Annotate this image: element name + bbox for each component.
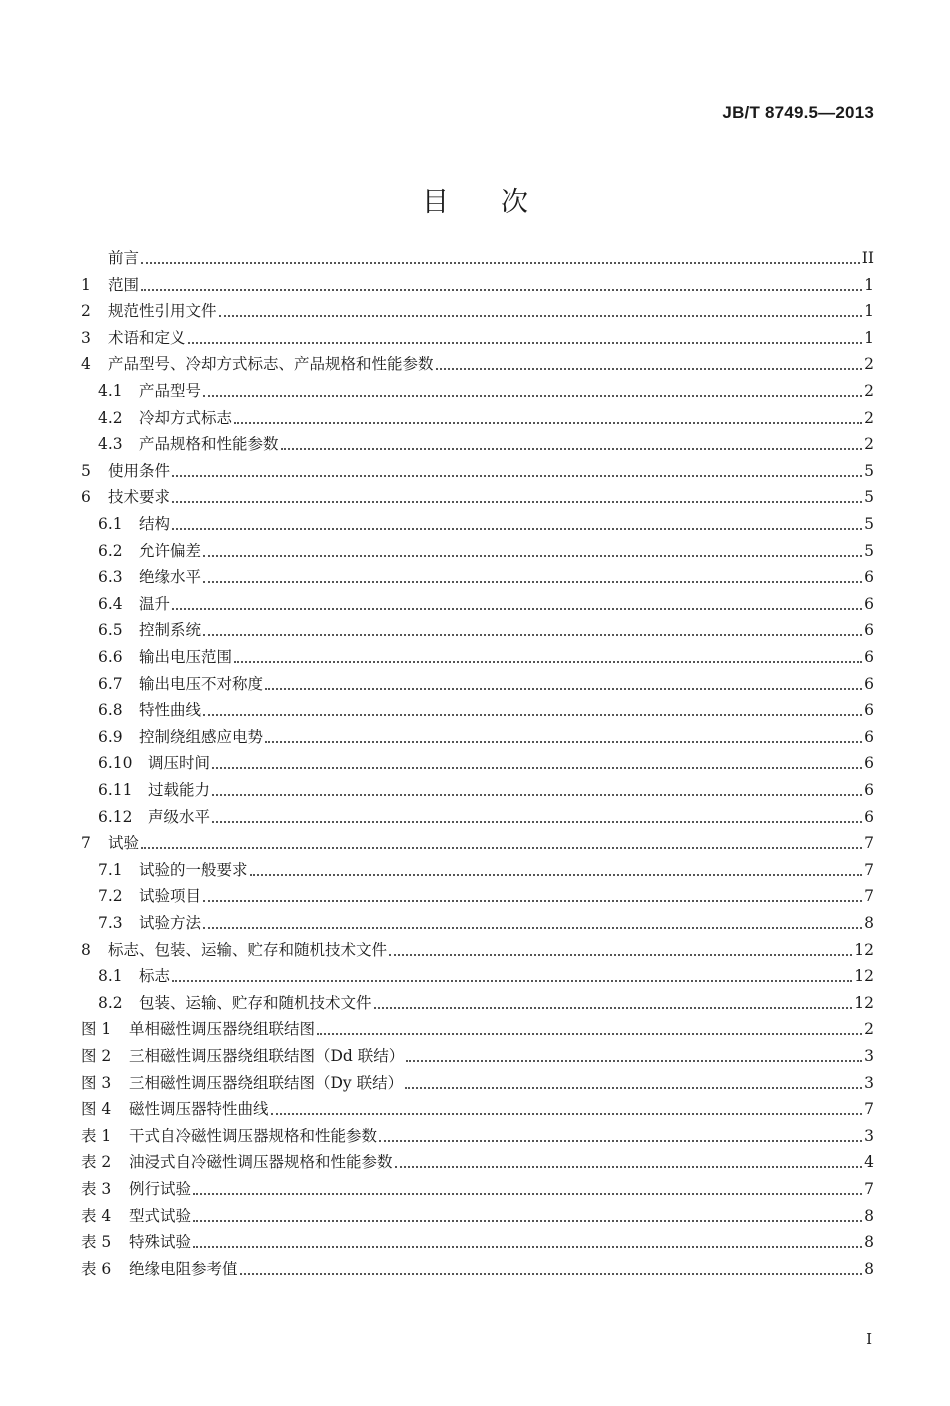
- page-title: [0, 180, 950, 219]
- toc-dot-leader: [317, 1032, 862, 1035]
- toc-entry-number: 6.3: [98, 568, 123, 587]
- toc-entry-number: 6.8: [98, 701, 123, 720]
- toc-dot-leader: [212, 820, 862, 823]
- toc-entry-number: 6.2: [98, 541, 123, 560]
- toc-entry-title: 绝缘水平: [139, 568, 202, 587]
- toc-entry-number: 7.3: [98, 914, 123, 932]
- toc-entry-number: 表 3: [81, 1180, 112, 1198]
- toc-entry[interactable]: [81, 508, 874, 534]
- toc-entry-title: 结构: [139, 515, 171, 533]
- toc-entry-label-group: [81, 434, 279, 454]
- toc-entry-number: 表 6: [81, 1259, 112, 1278]
- toc-entry-page: 8: [864, 1259, 874, 1278]
- toc-entry-number: 6: [81, 488, 91, 507]
- toc-dot-leader: [406, 1059, 862, 1062]
- toc-entry[interactable]: [81, 934, 874, 960]
- toc-dot-leader: [234, 421, 862, 424]
- toc-entry-number: 6.9: [98, 727, 123, 746]
- toc-entry-number: 6.12: [98, 807, 133, 826]
- standard-number: JB/T 8749.5—2013: [722, 103, 874, 122]
- toc-entry-title: 产品型号: [139, 382, 202, 400]
- toc-entry-label-group: [81, 461, 170, 481]
- toc-entry-page: 2: [864, 355, 874, 374]
- toc-entry-number: 图 3: [81, 1073, 112, 1092]
- toc-entry-label-group: [81, 301, 217, 321]
- toc-dot-leader: [193, 1245, 862, 1248]
- toc-entry-page: 7: [864, 1180, 874, 1198]
- toc-dot-leader: [172, 527, 862, 530]
- toc-dot-leader: [374, 1006, 853, 1009]
- toc-dot-leader: [265, 687, 862, 690]
- toc-entry-number: 4.1: [98, 382, 123, 400]
- toc-entry-number: [81, 248, 108, 268]
- toc-entry-label-group: [81, 381, 201, 401]
- toc-entry-number: 4.3: [98, 435, 123, 454]
- toc-entry-label-group: [81, 1019, 315, 1039]
- toc-entry-page: 12: [854, 967, 874, 986]
- toc-entry-page: 5: [864, 541, 874, 560]
- toc-dot-leader: [405, 1086, 862, 1089]
- toc-dot-leader: [203, 394, 862, 397]
- toc-entry[interactable]: [81, 694, 874, 720]
- toc-entry-page: 3: [864, 1126, 874, 1145]
- toc-entry-page: 6: [864, 754, 874, 773]
- toc-entry-page: 6: [864, 701, 874, 720]
- toc-entry-number: 6.4: [98, 594, 123, 613]
- toc-entry[interactable]: [81, 1013, 874, 1039]
- toc-entry-page: 5: [864, 488, 874, 507]
- toc-entry-number: 8.1: [98, 967, 123, 986]
- toc-entry-number: 6.6: [98, 648, 123, 666]
- toc-entry-number: 8.2: [98, 993, 123, 1012]
- toc-entry[interactable]: [81, 402, 874, 428]
- toc-entry-title: 过载能力: [148, 781, 211, 799]
- toc-entry-title: 产品规格和性能参数: [139, 435, 279, 454]
- toc-entry[interactable]: [81, 774, 874, 800]
- toc-dot-leader: [219, 314, 863, 317]
- toc-entry[interactable]: [81, 1173, 874, 1199]
- toc-entry-label-group: [81, 541, 201, 561]
- toc-entry-number: 6.11: [98, 781, 133, 799]
- toc-entry-title: 术语和定义: [108, 328, 186, 347]
- toc-entry-label-group: [81, 328, 186, 348]
- toc-entry-number: 6.1: [98, 515, 123, 533]
- toc-entry-title: 产品型号、冷却方式标志、产品规格和性能参数: [108, 355, 434, 374]
- toc-entry-title: 试验的一般要求: [139, 860, 248, 879]
- toc-entry[interactable]: [81, 880, 874, 906]
- toc-dot-leader: [188, 341, 863, 344]
- toc-entry-label-group: [81, 727, 263, 747]
- toc-entry-label-group: [81, 860, 248, 880]
- toc-entry-page: 6: [864, 594, 874, 613]
- toc-entry-label-group: [81, 1259, 238, 1279]
- toc-entry[interactable]: [81, 242, 874, 268]
- toc-entry-title: 单相磁性调压器绕组联结图: [129, 1020, 316, 1039]
- toc-entry-title: 前言: [108, 249, 140, 267]
- toc-entry-title: 包装、运输、贮存和随机技术文件: [139, 993, 372, 1012]
- toc-entry[interactable]: [81, 1093, 874, 1119]
- toc-entry-title: 试验方法: [139, 914, 202, 932]
- toc-entry-page: 12: [854, 993, 874, 1012]
- toc-entry-number: 1: [81, 275, 91, 294]
- toc-entry[interactable]: [81, 561, 874, 587]
- toc-entry-page: 7: [864, 834, 874, 853]
- toc-entry-number: 表 1: [81, 1126, 112, 1145]
- toc-entry[interactable]: [81, 668, 874, 694]
- toc-entry-title: 三相磁性调压器绕组联结图（Dd 联结）: [129, 1047, 405, 1065]
- toc-entry-page: 2: [864, 382, 874, 400]
- toc-entry-label-group: [81, 408, 232, 428]
- toc-entry-label-group: [81, 1073, 403, 1093]
- toc-entry-number: 2: [81, 302, 91, 321]
- toc-entry-label-group: [81, 1126, 377, 1146]
- toc-entry-number: 表 5: [81, 1233, 112, 1252]
- toc-dot-leader: [193, 1192, 862, 1195]
- toc-entry[interactable]: [81, 295, 874, 321]
- toc-dot-leader: [265, 740, 862, 743]
- toc-dot-leader: [281, 447, 863, 450]
- toc-entry[interactable]: [81, 987, 874, 1013]
- toc-entry-page: 1: [864, 302, 874, 321]
- toc-entry[interactable]: [81, 1120, 874, 1146]
- toc-dot-leader: [172, 500, 862, 503]
- toc-dot-leader: [141, 261, 860, 264]
- toc-dot-leader: [389, 953, 852, 956]
- toc-entry-title: 型式试验: [129, 1206, 192, 1225]
- toc-entry-label-group: [81, 753, 210, 773]
- toc-dot-leader: [436, 367, 863, 370]
- toc-entry-label-group: [81, 567, 201, 587]
- toc-entry-number: 7.2: [98, 887, 123, 906]
- toc-entry[interactable]: [81, 1040, 874, 1066]
- toc-entry-label-group: [81, 940, 387, 960]
- toc-entry[interactable]: [81, 827, 874, 853]
- toc-entry-label-group: [81, 1206, 191, 1226]
- toc-entry[interactable]: [81, 455, 874, 481]
- toc-entry-label-group: [81, 833, 139, 853]
- toc-entry-label-group: [81, 487, 170, 507]
- toc-entry-label-group: [81, 886, 201, 906]
- toc-entry-label-group: [81, 780, 210, 800]
- page-title-char-1: 目: [422, 187, 449, 218]
- toc-entry[interactable]: [81, 854, 874, 880]
- toc-entry-page: 5: [864, 515, 874, 533]
- toc-entry-label-group: [81, 620, 201, 640]
- toc-entry[interactable]: [81, 1146, 874, 1172]
- toc-entry-label-group: [81, 514, 170, 534]
- toc-entry-page: 1: [864, 275, 874, 294]
- page-title-char-2: 次: [501, 187, 528, 218]
- toc-entry-page: 7: [864, 860, 874, 879]
- toc-entry-label-group: [81, 1152, 393, 1172]
- toc-entry-page: 7: [864, 1100, 874, 1119]
- toc-dot-leader: [172, 607, 862, 610]
- toc-entry-number: 图 1: [81, 1020, 112, 1039]
- toc-dot-leader: [141, 846, 862, 849]
- toc-entry-number: 6.10: [98, 754, 133, 773]
- toc-entry-title: 允许偏差: [139, 541, 202, 560]
- toc-entry-title: 试验: [108, 834, 140, 853]
- toc-entry-number: 4: [81, 355, 91, 374]
- toc-entry-title: 油浸式自冷磁性调压器规格和性能参数: [129, 1153, 393, 1172]
- toc-entry-label-group: [81, 354, 434, 374]
- toc-entry[interactable]: [81, 588, 874, 614]
- toc-entry-page: 6: [864, 568, 874, 587]
- toc-entry-label-group: [81, 993, 372, 1013]
- toc-entry[interactable]: [81, 721, 874, 747]
- toc-entry[interactable]: [81, 269, 874, 295]
- toc-entry-title: 冷却方式标志: [139, 408, 233, 427]
- toc-dot-leader: [141, 288, 862, 291]
- toc-entry-number: 7: [81, 834, 91, 853]
- toc-dot-leader: [395, 1165, 863, 1168]
- toc-entry[interactable]: [81, 907, 874, 933]
- toc-entry-title: 绝缘电阻参考值: [129, 1259, 238, 1278]
- toc-dot-leader: [203, 554, 862, 557]
- toc-entry-number: 8: [81, 940, 91, 959]
- toc-entry-page: 8: [864, 914, 874, 932]
- toc-entry-title: 规范性引用文件: [108, 302, 217, 321]
- toc-dot-leader: [203, 633, 862, 636]
- toc-entry-title: 使用条件: [108, 461, 171, 480]
- toc-entry-page: 2: [864, 435, 874, 454]
- toc-dot-leader: [234, 660, 862, 663]
- toc-entry-label-group: [81, 1099, 269, 1119]
- toc-entry-label-group: [81, 913, 201, 933]
- toc-entry-page: 2: [864, 408, 874, 427]
- toc-entry-title: 干式自冷磁性调压器规格和性能参数: [129, 1126, 378, 1145]
- toc-entry-page: 6: [864, 727, 874, 746]
- toc-dot-leader: [240, 1272, 863, 1275]
- toc-entry-page: 8: [864, 1233, 874, 1252]
- toc-entry-label-group: [81, 1046, 404, 1066]
- toc-entry-page: 3: [864, 1047, 874, 1065]
- toc-entry[interactable]: [81, 801, 874, 827]
- toc-entry-title: 输出电压范围: [139, 648, 233, 666]
- toc-entry[interactable]: [81, 960, 874, 986]
- toc-entry-label-group: [81, 1179, 191, 1199]
- toc-dot-leader: [203, 926, 862, 929]
- toc-entry[interactable]: [81, 747, 874, 773]
- toc-entry-title: 三相磁性调压器绕组联结图（Dy 联结）: [129, 1073, 404, 1092]
- toc-entry-page: 6: [864, 674, 874, 693]
- toc-entry[interactable]: [81, 428, 874, 454]
- toc-entry-page: 6: [864, 648, 874, 666]
- toc-entry-title: 声级水平: [148, 807, 211, 826]
- page-folio: I: [866, 1330, 872, 1348]
- toc-entry-page: 6: [864, 781, 874, 799]
- toc-dot-leader: [172, 474, 862, 477]
- toc-entry-title: 标志: [139, 967, 171, 986]
- toc-entry-page: 8: [864, 1206, 874, 1225]
- toc-entry-title: 调压时间: [148, 754, 211, 773]
- toc-entry-title: 特性曲线: [139, 701, 202, 720]
- toc-entry-page: 12: [854, 940, 874, 959]
- toc-entry-number: 5: [81, 461, 91, 480]
- toc-entry[interactable]: [81, 375, 874, 401]
- toc-entry-number: 3: [81, 328, 91, 347]
- toc-entry-title: 输出电压不对称度: [139, 674, 264, 693]
- toc-entry[interactable]: [81, 614, 874, 640]
- toc-dot-leader: [193, 1219, 862, 1222]
- toc-entry-page: 2: [864, 1020, 874, 1039]
- toc-entry[interactable]: [81, 1253, 874, 1279]
- toc-entry-label-group: [81, 966, 170, 986]
- toc-entry-page: 6: [864, 621, 874, 640]
- toc-entry-title: 范围: [108, 275, 140, 294]
- toc-entry-title: 技术要求: [108, 488, 171, 507]
- toc-entry-label-group: [81, 807, 210, 827]
- toc-dot-leader: [250, 873, 863, 876]
- toc-entry-title: 试验项目: [139, 887, 202, 906]
- toc-entry-title: 磁性调压器特性曲线: [129, 1100, 269, 1119]
- toc-entry[interactable]: [81, 481, 874, 507]
- toc-dot-leader: [271, 1112, 863, 1115]
- toc-dot-leader: [203, 713, 862, 716]
- toc-entry-title: 特殊试验: [129, 1233, 192, 1252]
- toc-entry-label-group: [81, 1232, 191, 1252]
- toc-dot-leader: [172, 979, 852, 982]
- toc-entry-label-group: [81, 647, 232, 667]
- toc-dot-leader: [203, 580, 862, 583]
- toc-entry-label-group: [81, 248, 139, 268]
- toc-entry-title: 标志、包装、运输、贮存和随机技术文件: [108, 940, 388, 959]
- toc-entry-number: 4.2: [98, 408, 123, 427]
- toc-entry-title: 温升: [139, 594, 171, 613]
- toc-entry[interactable]: [81, 1226, 874, 1252]
- toc-entry-number: 图 4: [81, 1100, 112, 1119]
- toc-entry-page: 5: [864, 461, 874, 480]
- toc-entry-number: 表 4: [81, 1206, 112, 1225]
- toc-entry-title: 例行试验: [129, 1180, 192, 1198]
- toc-entry-number: 7.1: [98, 860, 123, 879]
- toc-entry-number: 6.5: [98, 621, 123, 640]
- toc-entry[interactable]: [81, 535, 874, 561]
- toc-entry-label-group: [81, 700, 201, 720]
- toc-entry[interactable]: [81, 322, 874, 348]
- toc-dot-leader: [212, 766, 862, 769]
- toc-entry-page: 1: [864, 328, 874, 347]
- toc-entry-page: II: [861, 249, 874, 267]
- toc-entry-label-group: [81, 594, 170, 614]
- toc-entry-number: 图 2: [81, 1047, 112, 1065]
- toc-entry[interactable]: [81, 1200, 874, 1226]
- toc-dot-leader: [212, 793, 862, 796]
- toc-entry[interactable]: [81, 1067, 874, 1093]
- toc-entry-page: 3: [864, 1073, 874, 1092]
- toc-entry-page: 6: [864, 807, 874, 826]
- toc-entry[interactable]: [81, 348, 874, 374]
- toc-entry-page: 4: [864, 1153, 874, 1172]
- toc-entry-number: 表 2: [81, 1153, 112, 1172]
- toc-entry[interactable]: [81, 641, 874, 667]
- toc-dot-leader: [379, 1139, 862, 1142]
- toc-dot-leader: [203, 899, 862, 902]
- toc-entry-title: 控制绕组感应电势: [139, 727, 264, 746]
- toc-entry-number: 6.7: [98, 674, 123, 693]
- toc-entry-label-group: [81, 674, 263, 694]
- toc-entry-title: 控制系统: [139, 621, 202, 640]
- toc-entry-page: 7: [864, 887, 874, 906]
- toc-entry-label-group: [81, 275, 139, 295]
